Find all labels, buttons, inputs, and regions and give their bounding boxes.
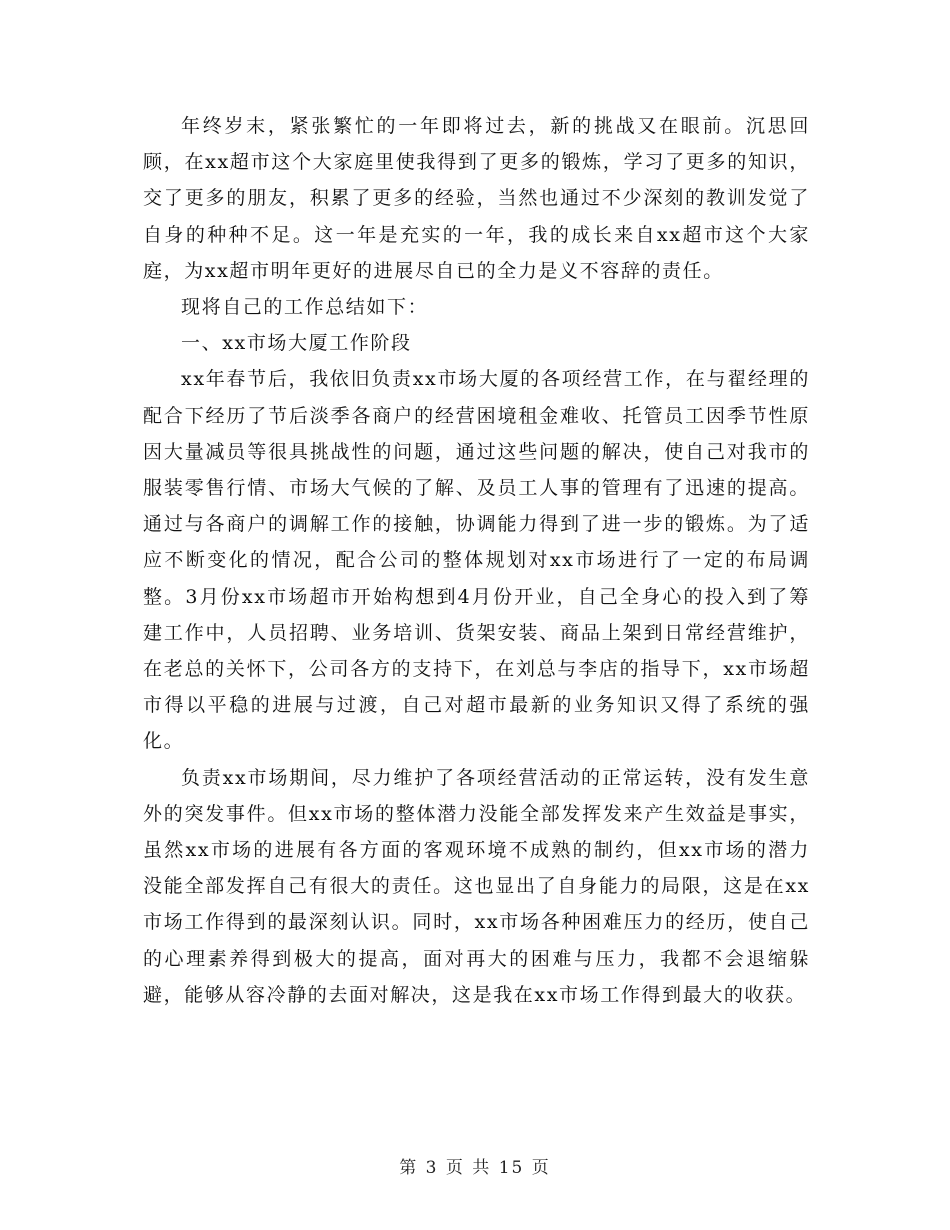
paragraph-mall-work: xx年春节后，我依旧负责xx市场大厦的各项经营工作，在与翟经理的配合下经历了节后淡季各商户的经营困境租金难收、托管员工因季节性原因大量减员等很具挑战性的问题，通过这些问题的解决，使自己对我市的服装零售行情、市场大气候的了解、及员工人事的管理有了迅速的提高。通过与各商户的调解工作的接触，协调能力得到了进一步的锻炼。为了适应不断变化的情况，配合公司的整体规划对xx市场进行了一定的布局调整。3月份xx市场超市开始构想到4月份开业，自己全身心的投入到了筹建工作中，人员招聘、业务培训、货架安装、商品上架到日常经营维护，在老总的关怀下，公司各方的支持下，在刘总与李店的指导下，xx市场超市得以平稳的进展与过渡，自己对超市最新的业务知识又得了系统的强化。 <box>143 368 810 753</box>
document-body <box>143 108 810 1013</box>
section-heading: 一、xx市场大厦工作阶段 <box>181 332 412 355</box>
page-number-footer: 第 3 页 共 15 页 <box>399 1158 551 1178</box>
paragraph-market-responsibility: 负责xx市场期间，尽力维护了各项经营活动的正常运转，没有发生意外的突发事件。但xx市场的整体潜力没能全部发挥发来产生效益是事实，虽然xx市场的进展有各方面的客观环境不成熟的制约，但xx市场的潜力没能全部发挥自己有很大的责任。这也显出了自身能力的局限，这是在xx市场工作得到的最深刻认识。同时，xx市场各种困难压力的经历，使自己的心理素养得到极大的提高，面对再大的困难与压力，我都不会退缩躲避，能够从容冷静的去面对解决，这是我在xx市场工作得到最大的收获。 <box>143 766 810 1006</box>
paragraph-summary-lead: 现将自己的工作总结如下： <box>181 296 429 319</box>
paragraph-intro: 年终岁末，紧张繁忙的一年即将过去，新的挑战又在眼前。沉思回顾，在xx超市这个大家庭里使我得到了更多的锻炼，学习了更多的知识，交了更多的朋友，积累了更多的经验，当然也通过不少深刻的教训发觉了自身的种种不足。这一年是充实的一年，我的成长来自xx超市这个大家庭，为xx超市明年更好的进展尽自已的全力是义不容辞的责任。 <box>143 115 810 282</box>
